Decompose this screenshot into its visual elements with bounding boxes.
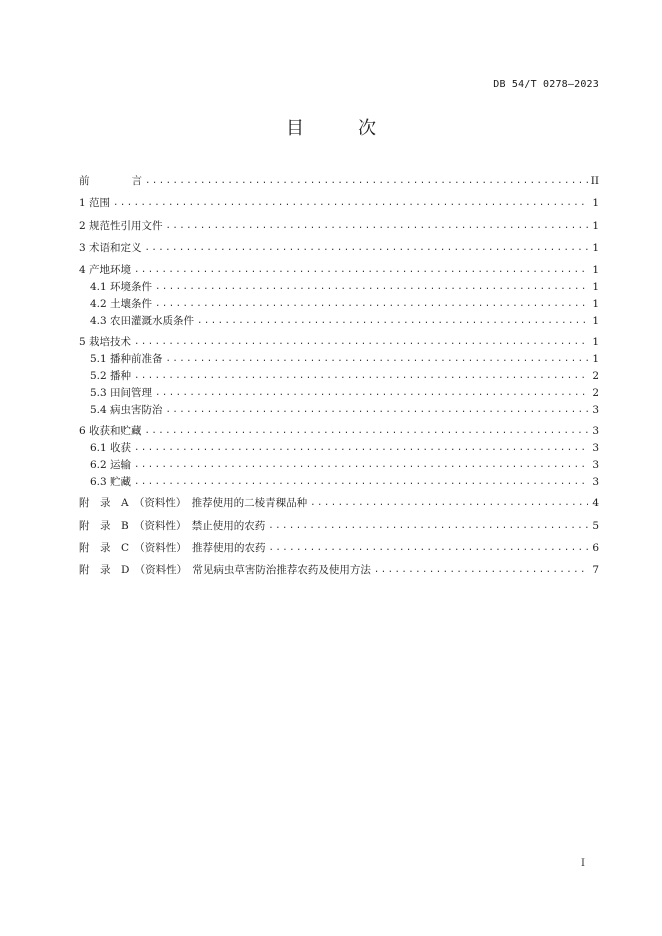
- toc-entry-6[interactable]: [79, 423, 599, 439]
- toc-entry-appendix-c[interactable]: [79, 540, 599, 556]
- toc-leader-dots: [166, 402, 588, 418]
- toc-entry-label: 6.2 运输: [90, 459, 132, 471]
- toc-entry-label: 前 言: [79, 175, 142, 187]
- toc-entry-label: 2 规范性引用文件: [79, 220, 163, 232]
- toc-leader-dots: [134, 334, 588, 350]
- toc-entry-4-1[interactable]: [90, 279, 599, 295]
- toc-entry-page: 5: [592, 520, 599, 532]
- toc-entry-label: 6.3 贮藏: [90, 476, 132, 488]
- toc-entry-label: 5 栽培技术: [79, 336, 132, 348]
- toc-entry-page: 1: [592, 298, 599, 310]
- toc-entry-page: 3: [592, 459, 599, 471]
- toc-leader-dots: [166, 351, 588, 367]
- toc-entry-5[interactable]: [79, 334, 599, 350]
- toc-entry-appendix-a[interactable]: [79, 495, 599, 511]
- toc-entry-5-4[interactable]: [90, 402, 599, 418]
- toc-leader-dots: [134, 440, 588, 456]
- toc-leader-dots: [155, 385, 588, 401]
- toc-entry-label: 1 范围: [79, 197, 111, 209]
- toc-entry-5-2[interactable]: [90, 368, 599, 384]
- toc-entry-label: 附 录 D （资料性） 常见病虫草害防治推荐农药及使用方法: [79, 564, 371, 576]
- toc-entry-label: 5.1 播种前准备: [90, 353, 163, 365]
- toc-entry-4-2[interactable]: [90, 296, 599, 312]
- toc-entry-foreword[interactable]: [79, 173, 599, 189]
- toc-entry-page: 2: [592, 370, 599, 382]
- toc-entry-6-1[interactable]: [90, 440, 599, 456]
- toc-entry-label: 5.3 田间管理: [90, 387, 153, 399]
- toc-entry-page: 3: [592, 476, 599, 488]
- toc-entry-label: 6.1 收获: [90, 442, 132, 454]
- toc-entry-label: 5.4 病虫害防治: [90, 404, 163, 416]
- toc-entry-page: 1: [592, 264, 599, 276]
- toc-entry-page: 2: [592, 387, 599, 399]
- toc-entry-page: 1: [592, 197, 599, 209]
- toc-entry-page: II: [590, 175, 599, 187]
- toc-entry-page: 7: [592, 564, 599, 576]
- page-number: I: [581, 858, 585, 869]
- toc-leader-dots: [145, 173, 588, 189]
- toc-entry-page: 3: [592, 442, 599, 454]
- toc-entry-page: 1: [592, 242, 599, 254]
- toc-leader-dots: [145, 240, 588, 256]
- toc-leader-dots: [310, 495, 588, 511]
- toc-entry-label: 附 录 B （资料性） 禁止使用的农药: [79, 520, 266, 532]
- toc-entry-4-3[interactable]: [90, 313, 599, 329]
- toc-leader-dots: [197, 313, 588, 329]
- toc-leader-dots: [269, 540, 588, 556]
- toc-entry-label: 4.3 农田灌溉水质条件: [90, 315, 195, 327]
- toc-entry-label: 3 术语和定义: [79, 242, 142, 254]
- toc-entry-2[interactable]: [79, 218, 599, 234]
- toc-entry-page: 1: [592, 353, 599, 365]
- toc-entry-4[interactable]: [79, 262, 599, 278]
- toc-entry-5-3[interactable]: [90, 385, 599, 401]
- toc-entry-page: 3: [592, 404, 599, 416]
- toc-entry-appendix-d[interactable]: [79, 562, 599, 578]
- toc-leader-dots: [166, 218, 588, 234]
- toc-entry-label: 附 录 A （资料性） 推荐使用的二棱青稞品种: [79, 497, 308, 509]
- standard-number: DB 54/T 0278—2023: [493, 79, 599, 90]
- toc-entry-page: 1: [592, 220, 599, 232]
- toc-entry-label: 5.2 播种: [90, 370, 132, 382]
- toc-entry-6-3[interactable]: [90, 474, 599, 490]
- toc-leader-dots: [145, 423, 588, 439]
- toc-leader-dots: [155, 296, 588, 312]
- toc-entry-page: 1: [592, 336, 599, 348]
- toc-entry-label: 4.1 环境条件: [90, 281, 153, 293]
- toc-leader-dots: [268, 518, 588, 534]
- toc-entry-5-1[interactable]: [90, 351, 599, 367]
- page-title: 目 次: [286, 118, 376, 139]
- toc-leader-dots: [155, 279, 588, 295]
- toc-entry-label: 4 产地环境: [79, 264, 132, 276]
- toc-leader-dots: [374, 562, 588, 578]
- toc-entry-label: 6 收获和贮藏: [79, 425, 142, 437]
- toc-entry-label: 4.2 土壤条件: [90, 298, 153, 310]
- toc-leader-dots: [113, 195, 588, 211]
- toc-leader-dots: [134, 368, 588, 384]
- toc-entry-page: 3: [592, 425, 599, 437]
- toc-entry-appendix-b[interactable]: [79, 518, 599, 534]
- toc-entry-6-2[interactable]: [90, 457, 599, 473]
- toc-entry-label: 附 录 C （资料性） 推荐使用的农药: [79, 542, 266, 554]
- toc-entry-page: 1: [592, 315, 599, 327]
- toc-entry-page: 4: [592, 497, 599, 509]
- toc-leader-dots: [134, 262, 588, 278]
- toc-entry-page: 1: [592, 281, 599, 293]
- toc-leader-dots: [134, 474, 588, 490]
- toc-entry-3[interactable]: [79, 240, 599, 256]
- toc-entry-page: 6: [592, 542, 599, 554]
- toc-entry-1[interactable]: [79, 195, 599, 211]
- toc-leader-dots: [134, 457, 588, 473]
